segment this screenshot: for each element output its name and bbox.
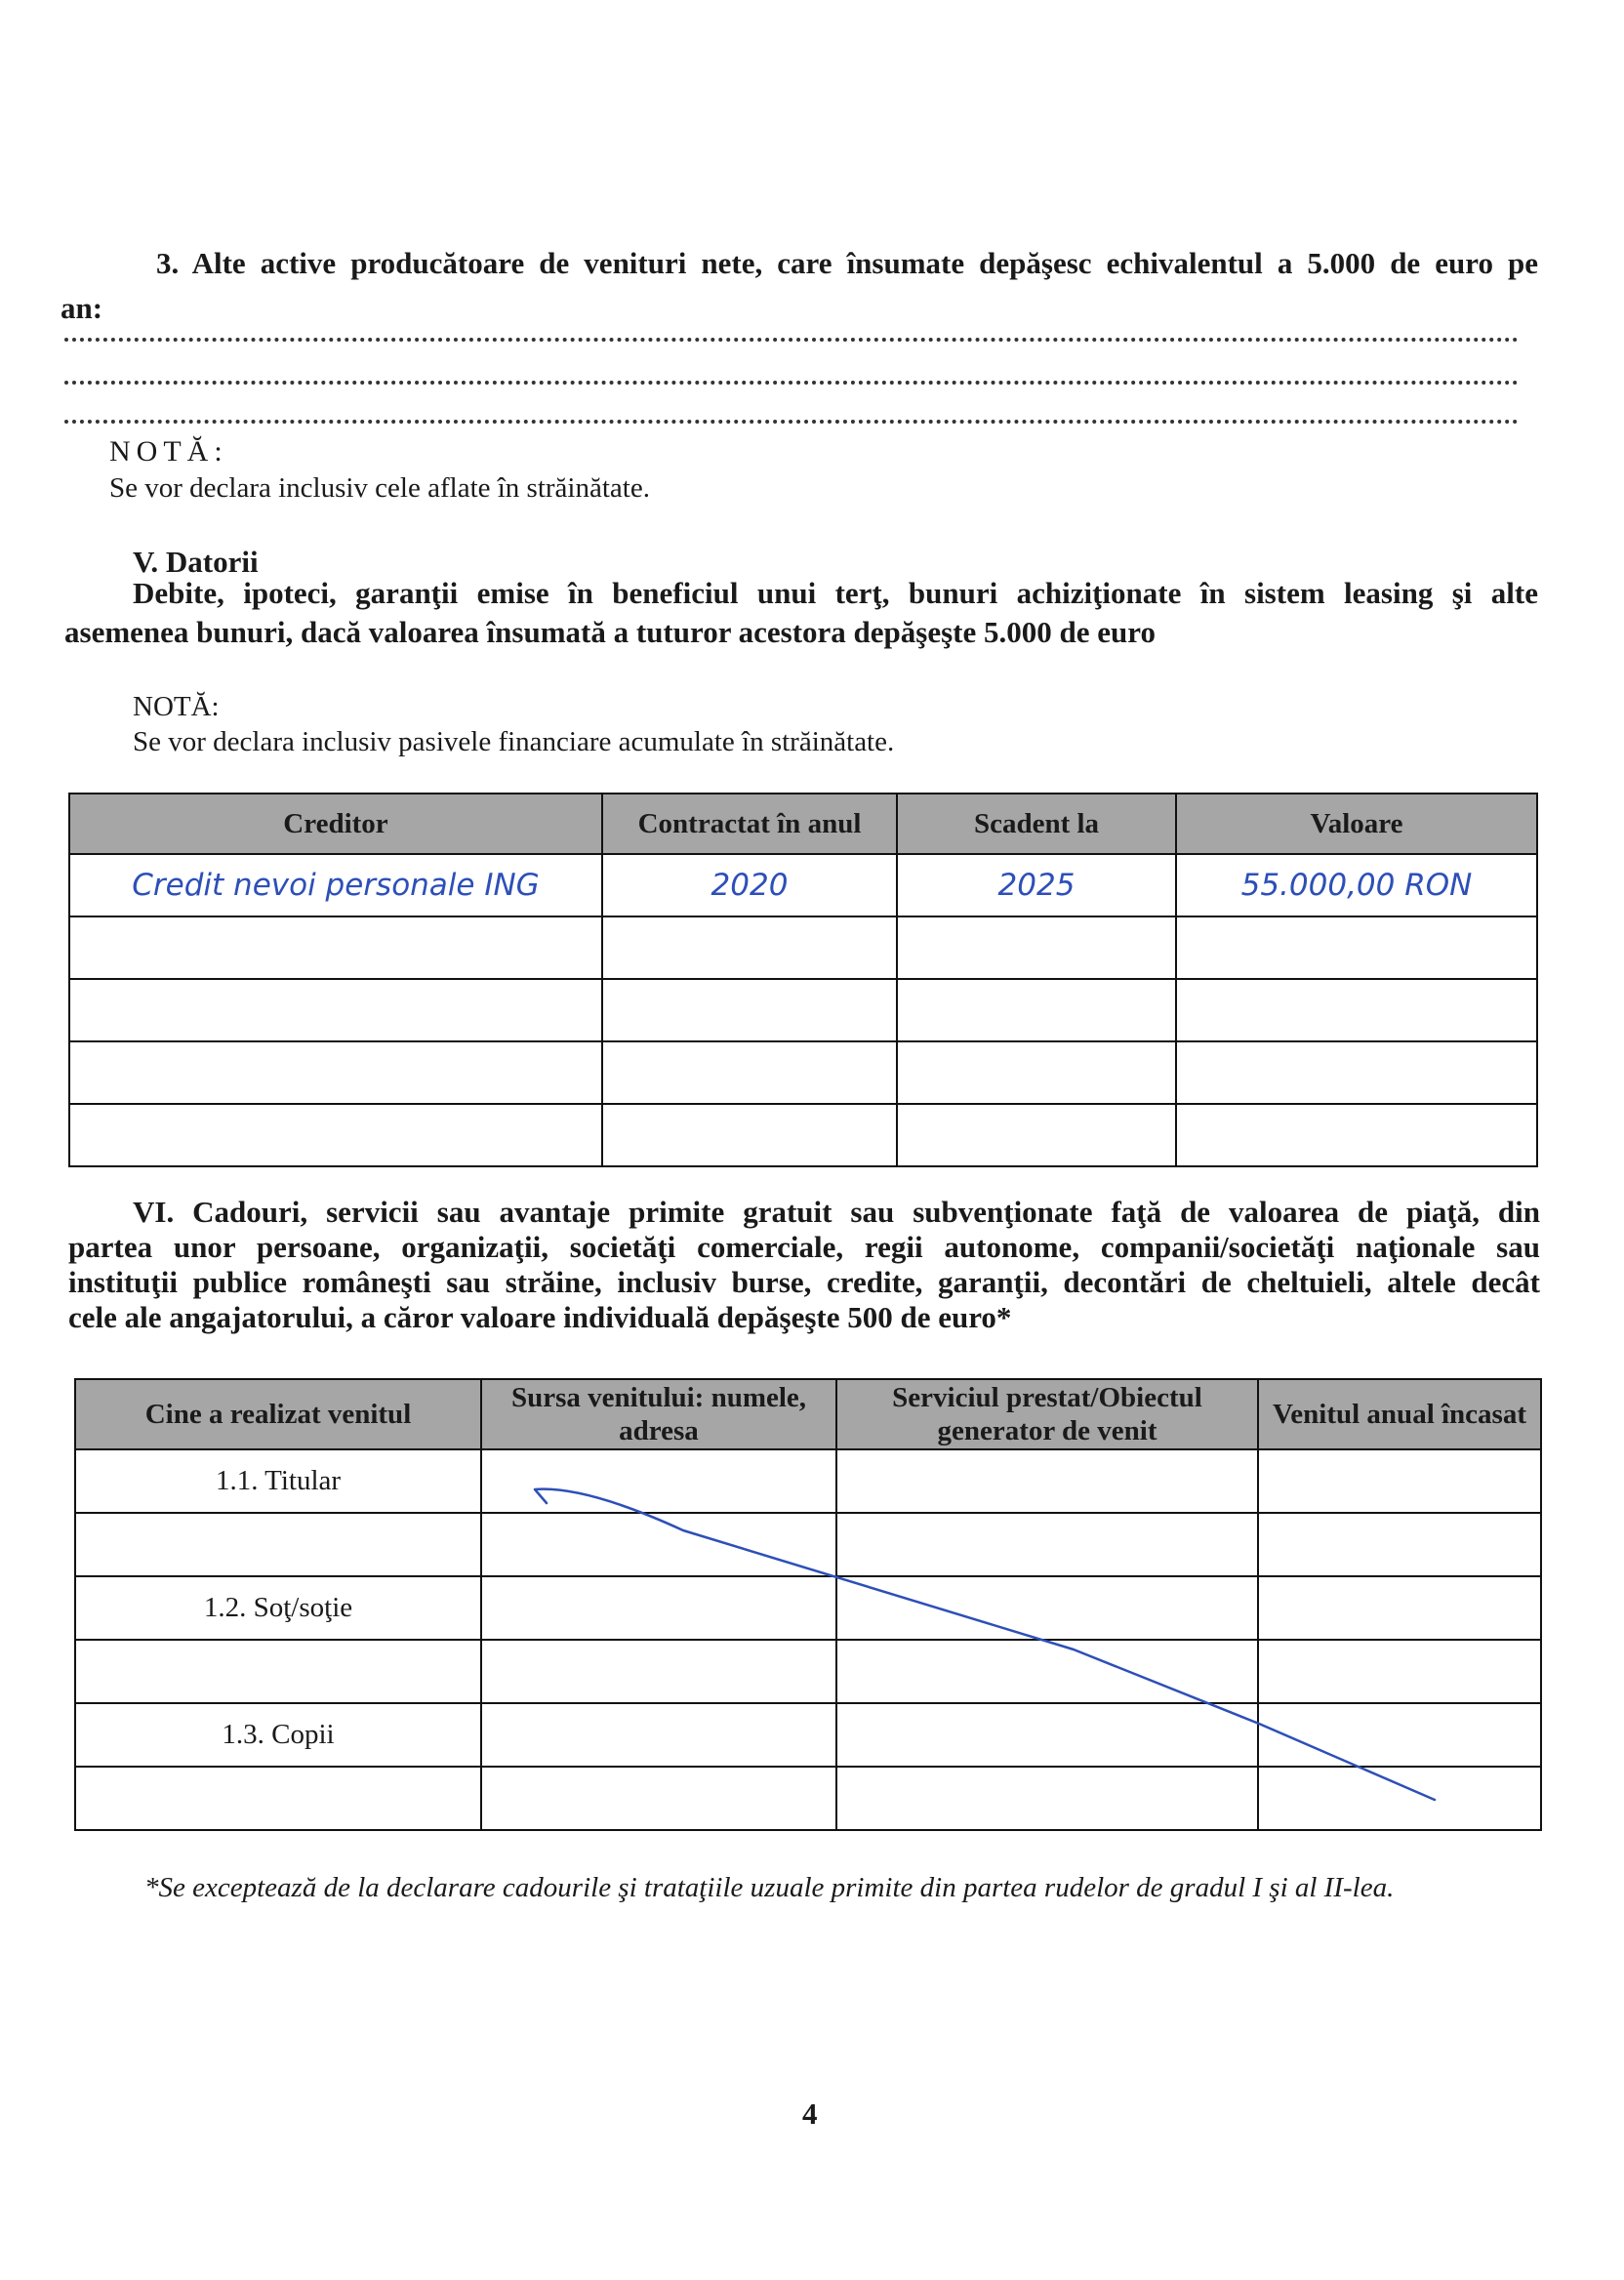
table-cell: [1258, 1703, 1541, 1767]
section6-heading-line: cele ale angajatorului, a căror valoare individuală depăşeşte 500 de euro*: [68, 1300, 1012, 1334]
column-header: Contractat în anul: [602, 794, 897, 854]
column-header: Sursa venitului: numele, adresa: [481, 1379, 836, 1449]
contract-year-cell: 2020: [602, 854, 897, 916]
table-cell: [481, 1640, 836, 1703]
table-cell: [836, 1640, 1258, 1703]
table-row: [75, 1703, 1541, 1767]
row-label: 1.3. Copii: [75, 1703, 481, 1767]
table-cell: [69, 1041, 602, 1104]
row-label: 1.2. Soţ/soţie: [75, 1576, 481, 1640]
table-cell: [1258, 1513, 1541, 1576]
table-cell: [481, 1576, 836, 1640]
table-cell: [836, 1513, 1258, 1576]
table-cell: [836, 1703, 1258, 1767]
table-cell: [69, 916, 602, 979]
table-cell: [836, 1449, 1258, 1513]
column-header: Creditor: [69, 794, 602, 854]
gifts-table: [74, 1378, 1542, 1831]
table-cell: [1258, 1640, 1541, 1703]
table-cell: [836, 1767, 1258, 1830]
table-cell: [1176, 1041, 1537, 1104]
table-row: [69, 1104, 1537, 1166]
footnote: *Se exceptează de la declarare cadourile şi trataţiile uzuale primite din partea rudelor de gradul I şi al II-lea.: [144, 1872, 1395, 1903]
due-year-cell: 2025: [897, 854, 1176, 916]
section5-title: V. Datorii: [133, 545, 259, 579]
table-cell: [481, 1767, 836, 1830]
table-row: [75, 1449, 1541, 1513]
debts-table: [68, 793, 1538, 1167]
table-row: [69, 854, 1537, 916]
creditor-cell: Credit nevoi personale ING: [69, 854, 602, 916]
table-cell: [69, 1104, 602, 1166]
section6-heading-line: instituţii publice româneşti sau străine, inclusiv burse, credite, garanţii, decontări de cheltuieli, altele decât: [68, 1265, 1540, 1299]
table-row: [75, 1767, 1541, 1830]
table-cell: [1176, 1104, 1537, 1166]
table-cell: [602, 1041, 897, 1104]
table-cell: [1258, 1449, 1541, 1513]
table-cell: [602, 916, 897, 979]
row-label: [75, 1767, 481, 1830]
section6-heading-cont: [68, 1230, 1540, 1335]
nota-label: NOTĂ:: [109, 435, 228, 468]
nota-label: NOTĂ:: [133, 691, 220, 722]
section5-description-cont: asemenea bunuri, dacă valoarea însumată a tuturor acestora depăşeşte 5.000 de euro: [64, 615, 1156, 649]
section3-heading: 3. Alte active producătoare de venituri nete, care însumate depăşesc echivalentul a 5.000 de euro pe: [156, 246, 1538, 280]
dotted-line: [64, 414, 1519, 424]
column-header: Valoare: [1176, 794, 1537, 854]
table-cell: [1176, 916, 1537, 979]
row-label: 1.1. Titular: [75, 1449, 481, 1513]
row-label: [75, 1513, 481, 1576]
table-row: [75, 1576, 1541, 1640]
table-header-row: [75, 1379, 1541, 1449]
table-cell: [69, 979, 602, 1041]
table-cell: [602, 1104, 897, 1166]
table-cell: [481, 1513, 836, 1576]
column-header: Serviciul prestat/Obiectul generator de venit: [836, 1379, 1258, 1449]
table-cell: [1176, 979, 1537, 1041]
table-cell: [897, 979, 1176, 1041]
nota-text: Se vor declara inclusiv pasivele financiare acumulate în străinătate.: [133, 726, 895, 757]
table-cell: [481, 1703, 836, 1767]
page-number: 4: [802, 2097, 818, 2131]
table-cell: [1258, 1576, 1541, 1640]
column-header: Scadent la: [897, 794, 1176, 854]
column-header: Cine a realizat venitul: [75, 1379, 481, 1449]
table-row: [69, 979, 1537, 1041]
dotted-line: [64, 375, 1519, 385]
table-row: [75, 1640, 1541, 1703]
table-cell: [602, 979, 897, 1041]
row-label: [75, 1640, 481, 1703]
table-row: [69, 916, 1537, 979]
table-header-row: [69, 794, 1537, 854]
table-row: [75, 1513, 1541, 1576]
dotted-line: [64, 332, 1519, 342]
nota-text: Se vor declara inclusiv cele aflate în străinătate.: [109, 472, 650, 504]
section5-description: Debite, ipoteci, garanţii emise în beneficiul unui terţ, bunuri achiziţionate în sistem leasing şi alte: [133, 576, 1538, 610]
section6-heading-line: partea unor persoane, organizaţii, societăţi comerciale, regii autonome, companii/societăţi naţionale sau: [68, 1230, 1540, 1264]
table-cell: [897, 1041, 1176, 1104]
column-header: Venitul anual încasat: [1258, 1379, 1541, 1449]
table-cell: [1258, 1767, 1541, 1830]
table-cell: [836, 1576, 1258, 1640]
section6-heading: VI. Cadouri, servicii sau avantaje primite gratuit sau subvenţionate faţă de valoarea de piaţă, din: [133, 1195, 1540, 1229]
table-cell: [897, 916, 1176, 979]
table-cell: [481, 1449, 836, 1513]
value-cell: 55.000,00 RON: [1176, 854, 1537, 916]
table-row: [69, 1041, 1537, 1104]
section3-heading-cont: an:: [61, 291, 103, 325]
table-cell: [897, 1104, 1176, 1166]
